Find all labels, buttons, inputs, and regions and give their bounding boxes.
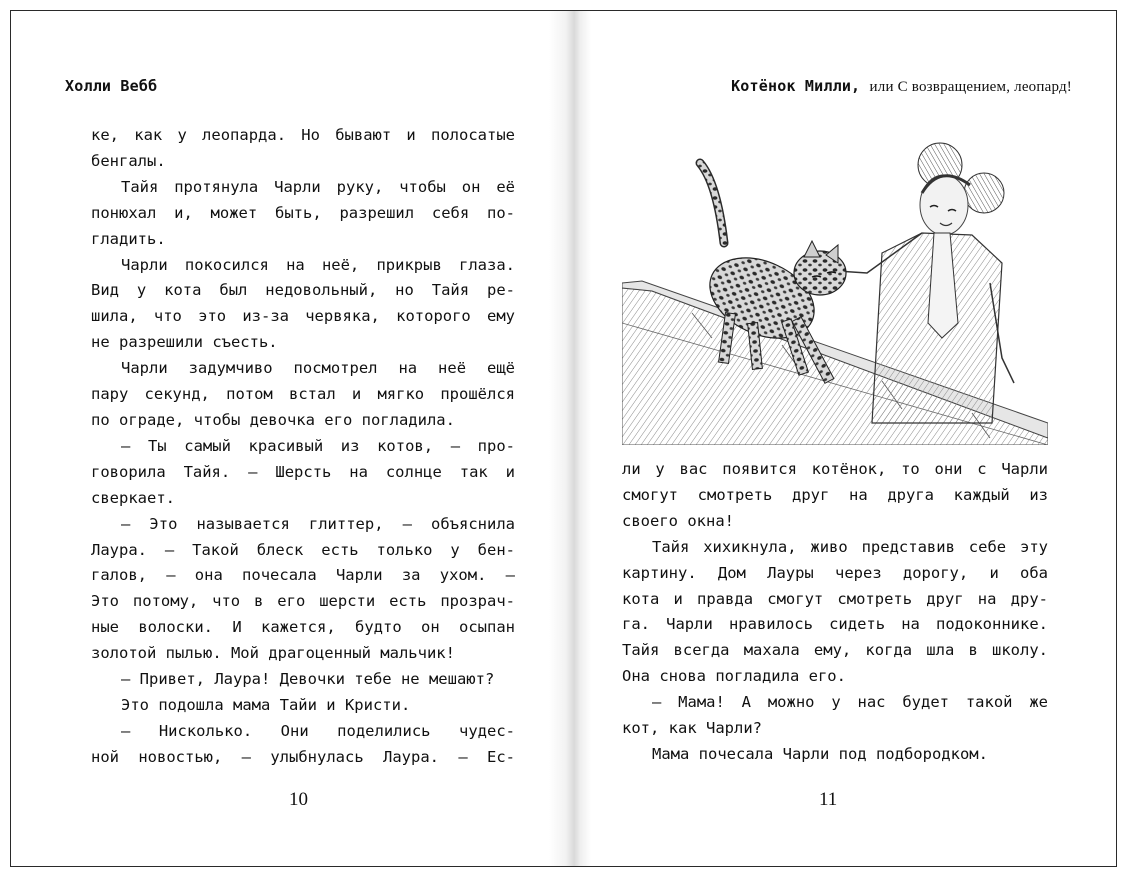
text-line: кот, как Чарли? — [622, 719, 762, 738]
text-line: понюхал и, может быть, разрешил себя по- — [91, 203, 515, 222]
book-spread — [10, 10, 1117, 867]
text-line: — Ты самый красивый из котов, — про- — [121, 436, 515, 455]
cat-illustration — [622, 123, 1048, 445]
text-line: Чарли покосился на неё, прикрыв глаза. — [121, 255, 515, 274]
text-line: картину. Дом Лауры через дорогу, и оба — [622, 563, 1048, 582]
text-line: по ограде, чтобы девочка его погладила. — [91, 410, 455, 429]
left-page-number: 10 — [289, 789, 308, 810]
right-page-text — [622, 457, 1048, 768]
text-line: пару секунд, потом встал и мягко прошёлся — [91, 385, 515, 404]
text-line: гладить. — [91, 229, 166, 248]
text-line: галов, — она почесала Чарли за ухом. — — [91, 566, 515, 585]
text-line: Вид у кота был недовольный, но Тайя ре- — [91, 281, 515, 300]
text-line: га. Чарли нравилось сидеть на подоконнике. — [622, 615, 1048, 634]
text-line: — Нисколько. Они поделились чудес- — [121, 721, 515, 740]
text-line: Тайя всегда махала ему, когда шла в школу. — [622, 641, 1048, 660]
text-line: говорила Тайя. — Шерсть на солнце так и — [91, 462, 515, 481]
left-running-head: Холли Вебб — [65, 77, 158, 95]
text-line: Она снова погладила его. — [622, 667, 846, 686]
text-line: ной новостью, — улыбнулась Лаура. — Ес- — [91, 747, 515, 766]
text-line: золотой пылью. Мой драгоценный мальчик! — [91, 644, 455, 663]
text-line: — Это называется глиттер, — объяснила — [121, 514, 515, 533]
left-page-text — [91, 123, 515, 771]
text-line: Мама почесала Чарли под подбородком. — [652, 744, 988, 763]
text-line: — Привет, Лаура! Девочки тебе не мешают? — [121, 670, 495, 689]
right-page-number: 11 — [819, 789, 838, 810]
text-line: Чарли задумчиво посмотрел на неё ещё — [121, 359, 515, 378]
text-line: Тайя протянула Чарли руку, чтобы он её — [121, 177, 515, 196]
right-running-head-title: Котёнок Милли, — [731, 77, 861, 95]
text-line: ли у вас появится котёнок, то они с Чарли — [622, 460, 1048, 478]
text-line: кота и правда смогут смотреть друг на дру- — [622, 589, 1048, 608]
text-line: своего окна! — [622, 511, 734, 530]
text-line: Это подошла мама Тайи и Кристи. — [121, 695, 411, 714]
text-line: бенгалы. — [91, 151, 166, 170]
right-running-head-subtitle: или С возвращением, леопард! — [869, 79, 1072, 95]
text-line: смогут смотреть друг на друга каждый из — [622, 485, 1048, 504]
text-line: Это потому, что в его шерсти есть прозрач- — [91, 592, 515, 611]
text-line: ке, как у леопарда. Но бывают и полосатые — [91, 126, 515, 144]
text-line: сверкает. — [91, 488, 175, 507]
text-line: шила, что это из-за червяка, которого ему — [91, 307, 515, 326]
text-line: Лаура. — Такой блеск есть только у бен- — [91, 540, 515, 559]
right-running-head — [731, 77, 1072, 96]
book-gutter — [549, 11, 591, 866]
text-line: Тайя хихикнула, живо представив себе эту — [652, 537, 1048, 556]
text-line: — Мама! А можно у нас будет такой же — [652, 693, 1048, 712]
text-line: не разрешили съесть. — [91, 333, 278, 352]
text-line: ные волоски. И кажется, будто он осыпан — [91, 618, 515, 637]
